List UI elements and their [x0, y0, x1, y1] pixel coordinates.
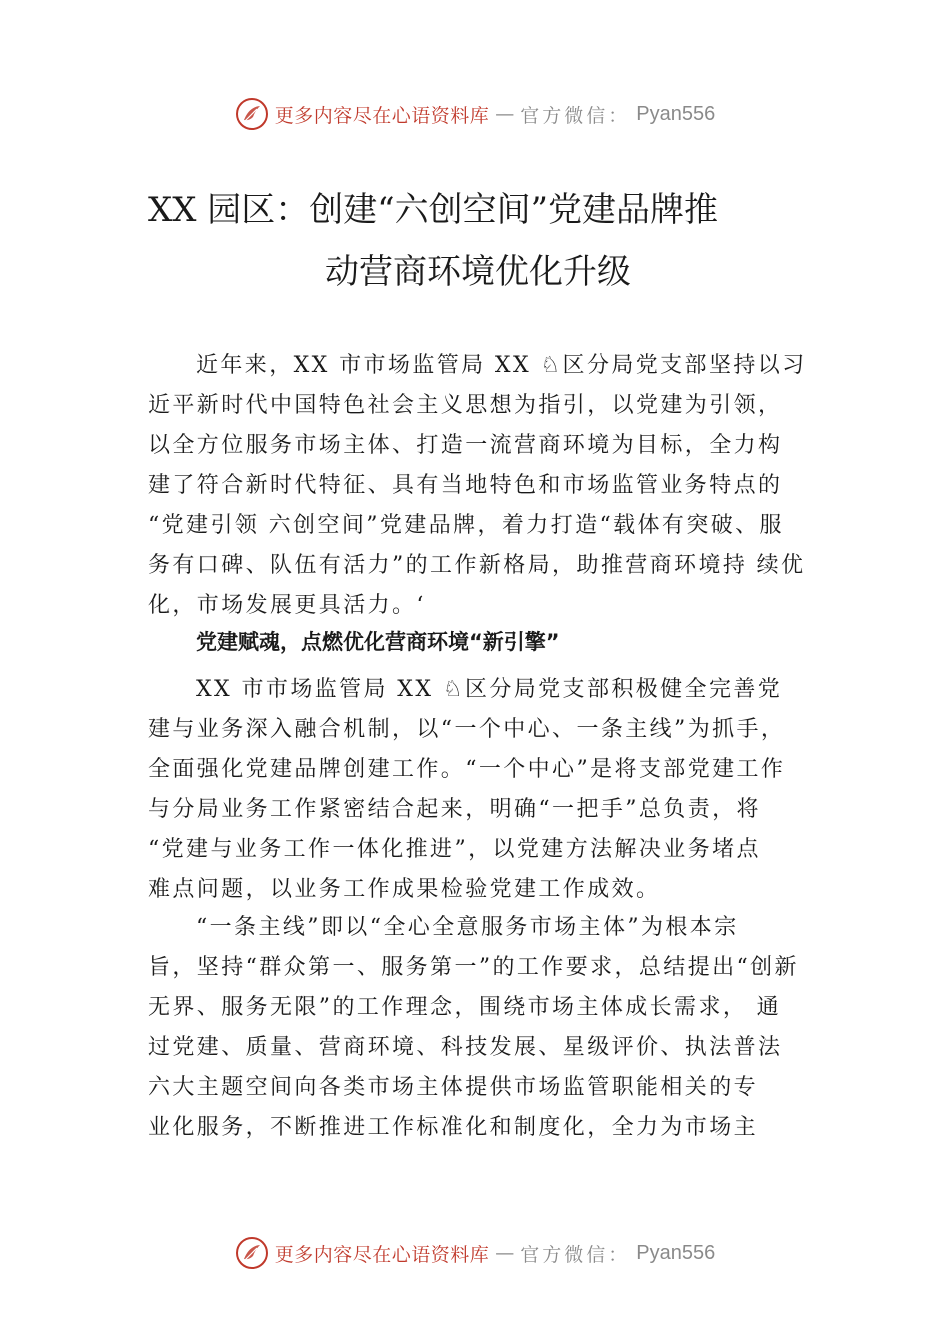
section-para1-line: 建与业务深入融合机制，以“一个中心、一条主线”为抓手， [148, 717, 786, 742]
intro-line: 以全方位服务市场主体、打造一流营商环境为目标，全力构 [148, 433, 783, 458]
section-para2-line: 无界、服务无限”的工作理念，围绕市场主体成长需求， 通 [148, 995, 782, 1020]
intro-line: “党建引领 六创空间”党建品牌，着力打造“载体有突破、服 [148, 513, 784, 538]
section-para1-line: XX 市市场监管局 XX ♘区分局党支部积极健全完善党 [196, 677, 783, 702]
section-para1-line: 全面强化党建品牌创建工作。“一个中心”是将支部党建工作 [148, 757, 786, 782]
watermark-label: 官方微信： [520, 1243, 631, 1266]
intro-line: 务有口碑、队伍有活力”的工作新格局，助推营商环境持 续优 [148, 553, 806, 578]
section-para2-line: 旨，坚持“群众第一、服务第一”的工作要求，总结提出“创新 [148, 955, 799, 980]
intro-line: 化，市场发展更具活力。‘ [148, 593, 426, 618]
section-para2-line: 六大主题空间向各类市场主体提供市场监管职能相关的专 [148, 1075, 759, 1100]
watermark-brand: 更多内容尽在心语资料库 [274, 1243, 490, 1266]
section-para1-line: 与分局业务工作紧密结合起来，明确“一把手”总负责，将 [148, 797, 761, 822]
watermark-wechat-id: Pyan556 [636, 102, 716, 125]
section-para1-line: 难点问题，以业务工作成果检验党建工作成效。 [148, 877, 661, 902]
header-watermark [0, 94, 950, 134]
library-logo-icon [235, 1236, 269, 1270]
intro-line: 近平新时代中国特色社会主义思想为指引，以党建为引领， [148, 393, 783, 418]
document-title-line-2: 动营商环境优化升级 [325, 252, 631, 292]
section-para1-line: “党建与业务工作一体化推进”，以党建方法解决业务堵点 [148, 837, 761, 862]
watermark-separator: — [495, 1242, 515, 1264]
document-title-line-1: XX 园区：创建“六创空间”党建品牌推 [148, 190, 718, 230]
intro-line: 建了符合新时代特征、具有当地特色和市场监管业务特点的 [148, 473, 783, 498]
library-logo-icon [235, 97, 269, 131]
section-para2-line: 过党建、质量、营商环境、科技发展、星级评价、执法普法 [148, 1035, 783, 1060]
watermark-label: 官方微信： [520, 104, 631, 127]
watermark-wechat-id: Pyan556 [636, 1241, 716, 1264]
section-para2-line: “一条主线”即以“全心全意服务市场主体”为根本宗 [196, 915, 739, 940]
section-para2-line: 业化服务，不断推进工作标准化和制度化，全力为市场主 [148, 1115, 759, 1140]
watermark-brand: 更多内容尽在心语资料库 [274, 104, 490, 127]
section-heading: 党建赋魂，点燃优化营商环境“新引擎” [196, 630, 560, 654]
watermark-separator: — [495, 103, 515, 125]
intro-line: 近年来，XX 市市场监管局 XX ♘区分局党支部坚持以习 [196, 353, 807, 378]
footer-watermark [0, 1233, 950, 1273]
